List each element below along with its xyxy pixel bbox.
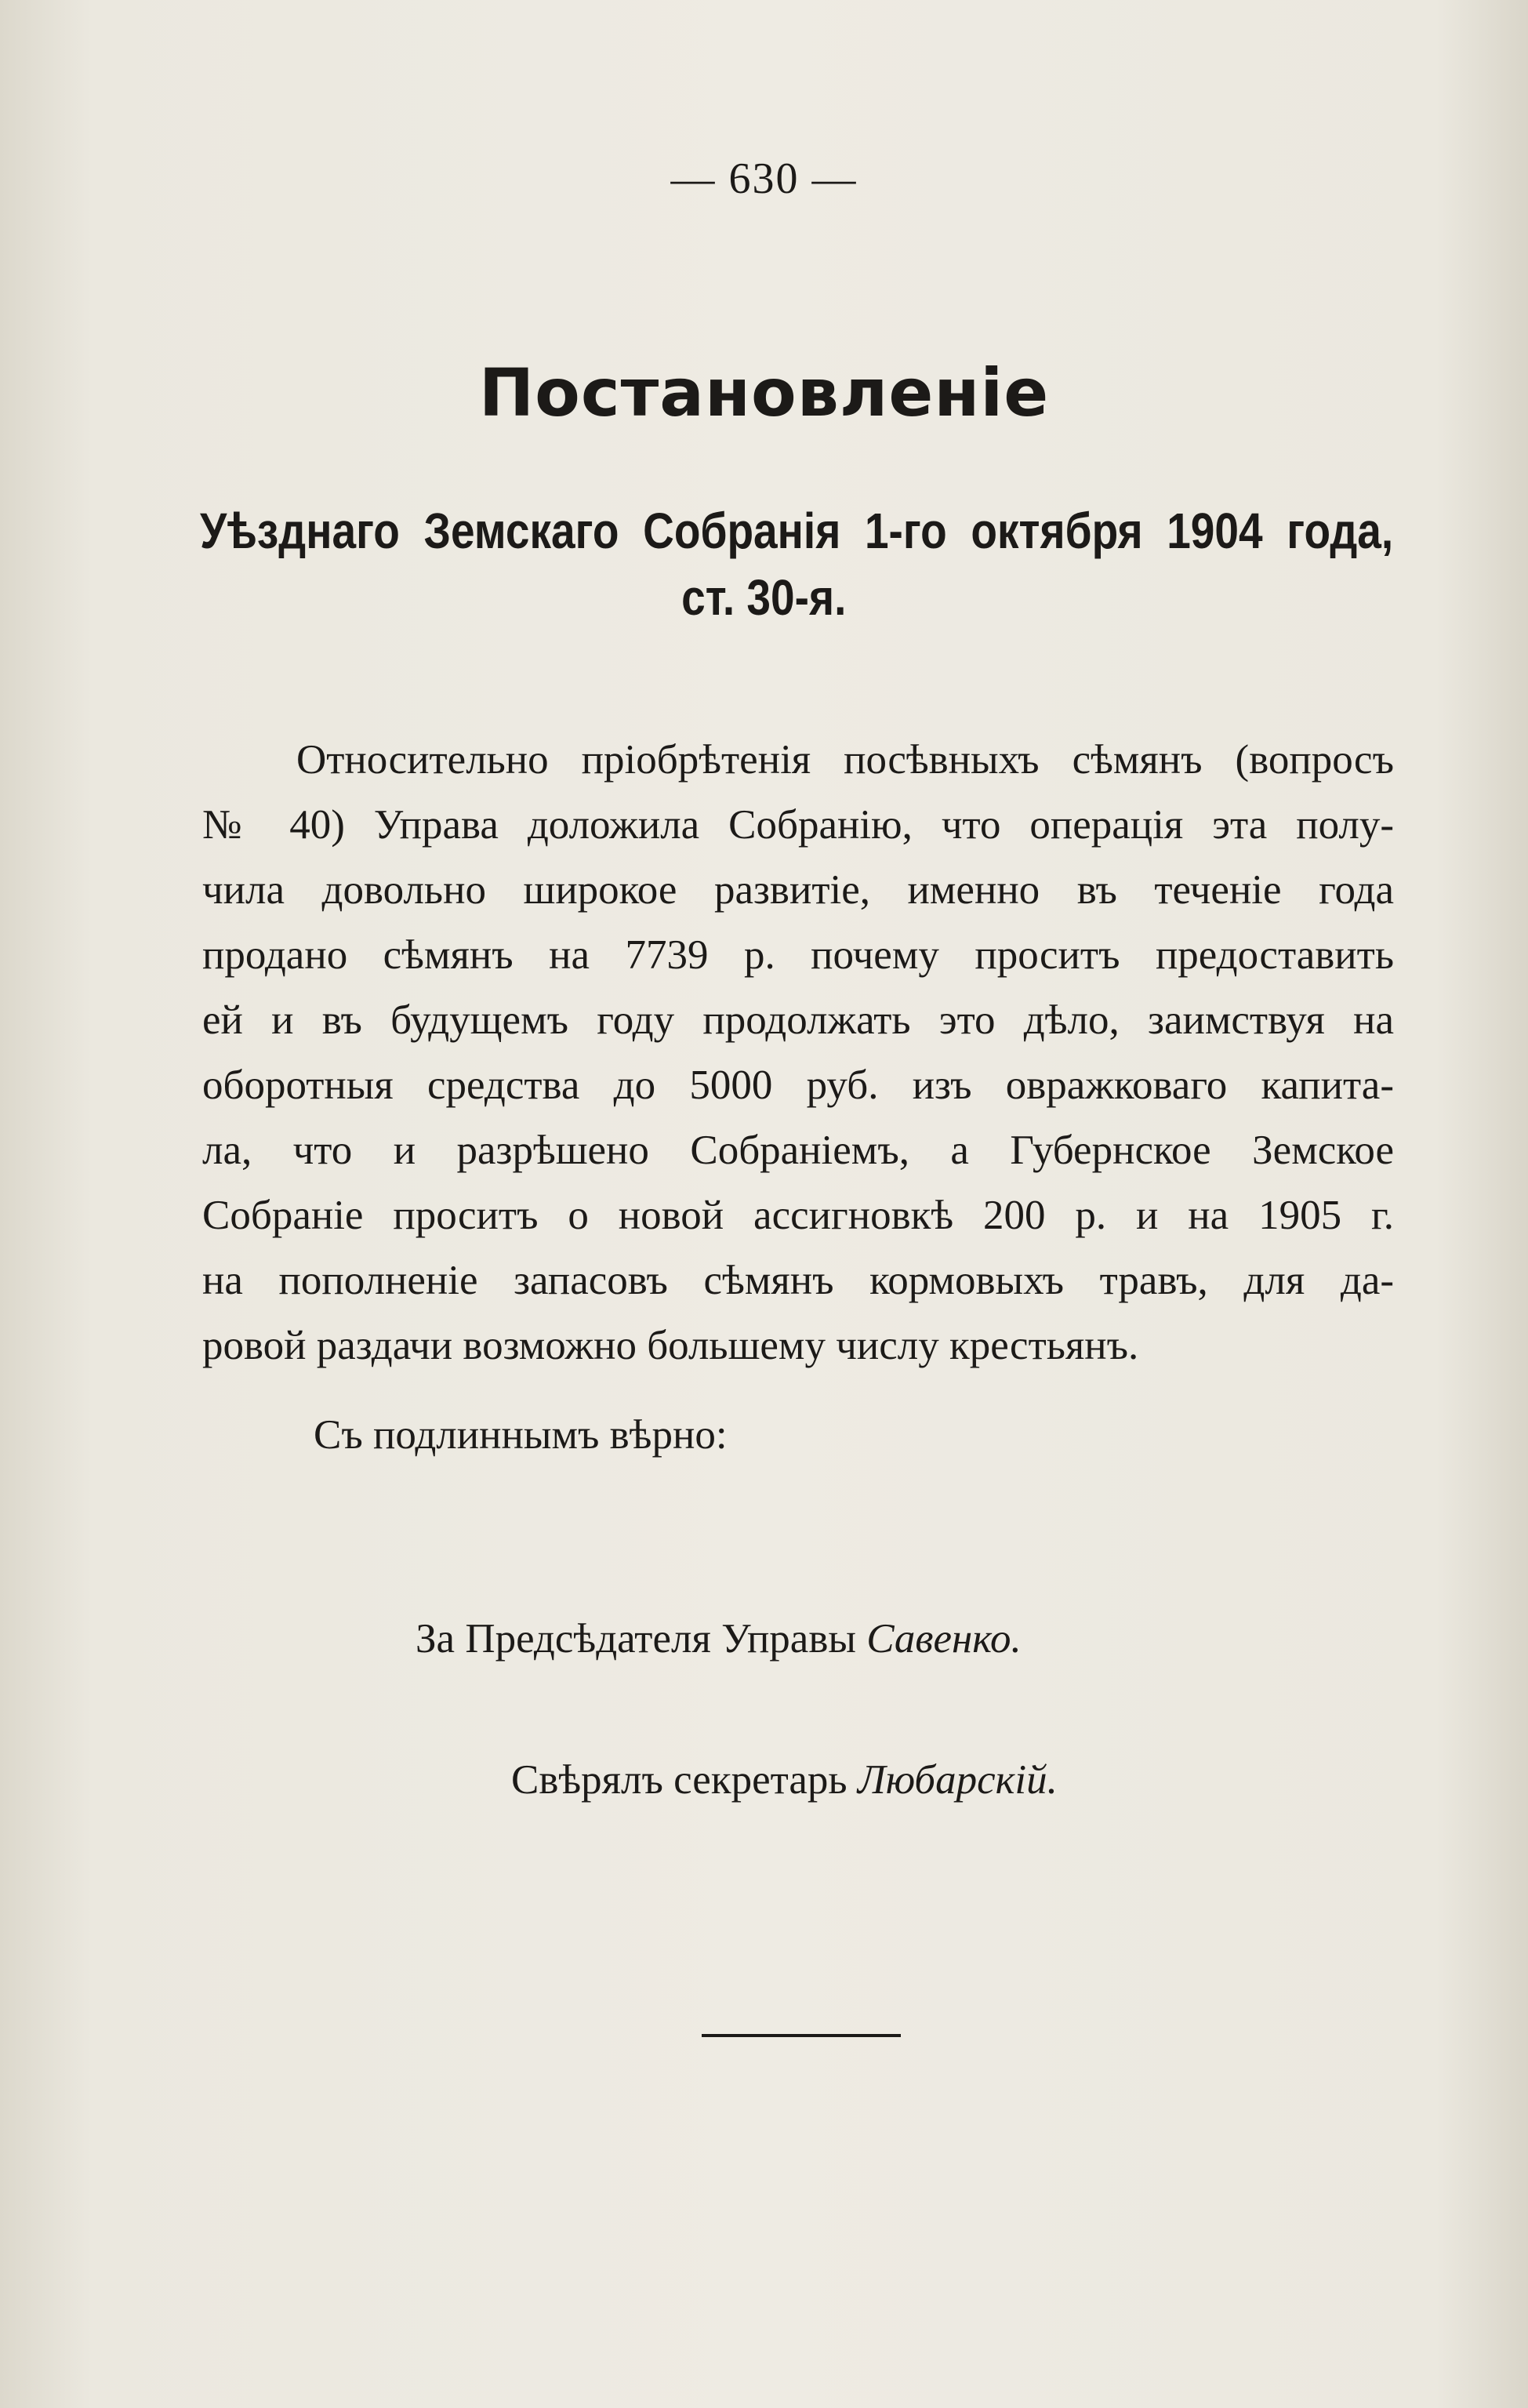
body-line: Собраніе проситъ о новой ассигновкѣ 200 р. и на 1905 г. <box>202 1193 1394 1238</box>
page-number: — 630 — <box>670 154 858 203</box>
body-line: чила довольно широкое развитіе, именно въ теченіе года <box>202 867 1394 913</box>
body-line: оборотныя средства до 5000 руб. изъ овражковаго капита- <box>202 1062 1394 1108</box>
subtitle-article: ст. 30-я. <box>681 569 847 626</box>
body-line: ла, что и разрѣшено Собраніемъ, а Губернское Земское <box>202 1128 1394 1173</box>
chairman-name: Савенко. <box>866 1616 1022 1662</box>
chairman-title: За Предсѣдателя Управы <box>416 1616 856 1662</box>
body-line: ровой раздачи возможно большему числу крестьянъ. <box>202 1323 1139 1368</box>
subtitle-word: Уѣзднаго <box>200 503 400 559</box>
document-title: Постановленіе <box>478 354 1050 431</box>
subtitle-word: Земскаго <box>423 503 619 559</box>
chairman-signature <box>416 1615 1022 1662</box>
subtitle-word: Собранія <box>643 503 841 559</box>
closing-rule <box>702 2034 901 2037</box>
body-line: Относительно пріобрѣтенія посѣвныхъ сѣмянъ (вопросъ <box>296 737 1394 783</box>
resolution-body <box>202 728 1394 1378</box>
subtitle-word: 1-го <box>864 503 947 559</box>
body-line: продано сѣмянъ на 7739 р. почему проситъ предоставить <box>202 932 1394 978</box>
secretary-signature <box>511 1756 1058 1803</box>
secretary-name: Любарскій. <box>857 1757 1058 1803</box>
body-line: № 40) Управа доложила Собранію, что операція эта полу- <box>202 802 1394 848</box>
subtitle-line-2 <box>0 568 1528 627</box>
subtitle-word: октября <box>971 503 1143 559</box>
subtitle-word: 1904 <box>1167 503 1263 559</box>
body-line: на пополненіе запасовъ сѣмянъ кормовыхъ травъ, для да- <box>202 1258 1394 1303</box>
body-line: ей и въ будущемъ году продолжать это дѣло, заимствуя на <box>202 997 1394 1043</box>
certification-line: Съ подлиннымъ вѣрно: <box>314 1412 728 1458</box>
subtitle-word: года, <box>1287 503 1394 559</box>
secretary-title: Свѣрялъ секретарь <box>511 1757 847 1803</box>
subtitle-line-1 <box>200 502 1393 560</box>
